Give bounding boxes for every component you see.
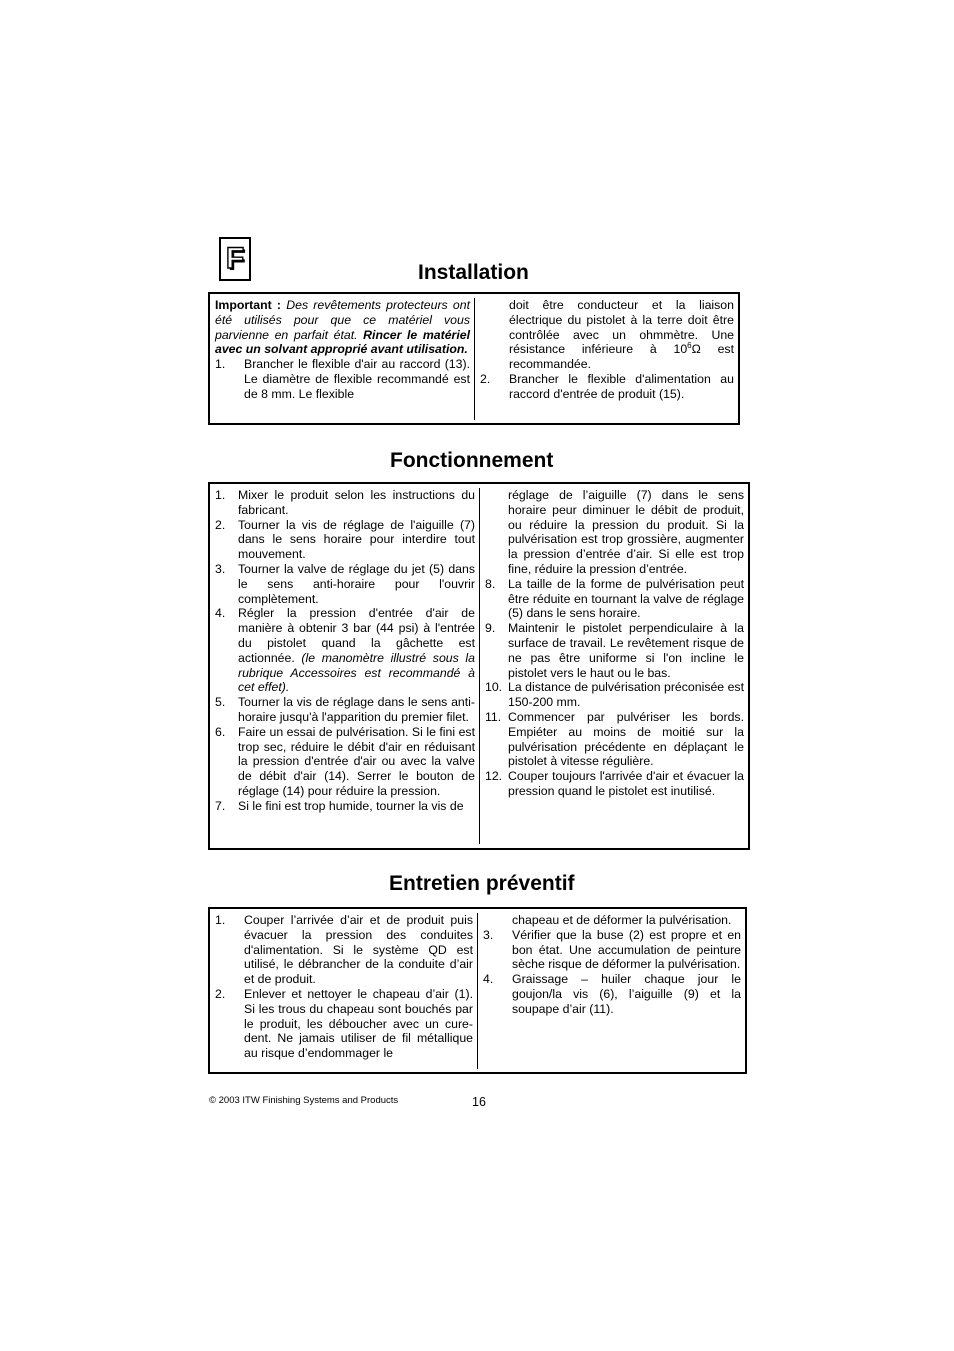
installation-item-2 <box>480 372 734 402</box>
item-text-cont-b: Ω est recommandée. <box>509 342 735 372</box>
fonctionnement-item-8 <box>485 577 744 621</box>
item-number: 6. <box>215 724 226 739</box>
item-number: 4. <box>215 606 226 621</box>
item-text: Faire un essai de pulvérisation. Si le fini est trop sec, réduire le débit d'air en réduisant la pression d'entrée d'air ou avec la valve de débit d'air (14). Serrer le bouton de réglage (14) pour réduire la pression. <box>238 724 475 798</box>
item-number: 1. <box>215 913 226 927</box>
fonctionnement-item-7 <box>215 799 475 814</box>
fonctionnement-item-5 <box>215 695 475 725</box>
exponent: 6 <box>687 341 692 351</box>
fonctionnement-heading: Fonctionnement <box>390 449 554 472</box>
item-text: Enlever et nettoyer le chapeau d’air (1). Si les trous du chapeau sont bouchés par le produit, les déboucher avec un cure-dent. Ne jamais utiliser de fil métallique au risque d’endommager le <box>244 986 473 1061</box>
important-italic-text: Des revêtements protecteurs ont été utilisés pour que ce matériel vous parvienne en parfait état. <box>215 298 471 342</box>
fonctionnement-item-9 <box>485 621 744 680</box>
item-text-cont-a: doit être conducteur et la liaison électrique du pistolet à la terre doit être contrôlée avec un ohmmètre. Une résistance inférieure à 10 <box>509 298 734 357</box>
installation-item-1 <box>215 357 470 401</box>
entretien-box <box>208 907 747 1074</box>
column-divider <box>479 488 480 844</box>
item-number: 10. <box>485 680 503 695</box>
installation-right-column <box>480 298 734 402</box>
item-7-continuation: réglage de l’aiguille (7) dans le sens horaire peur diminuer le débit de produit, ou réduire la pression du produit. Si la pulvérisation est trop grossière, augmenter la pression d’entrée d’air. Si elle est trop fine, réduire la pression d’entrée. <box>508 488 744 576</box>
item-text: La distance de pulvérisation préconisée est 150-200 mm. <box>508 680 744 710</box>
fonctionnement-item-10 <box>485 680 744 710</box>
item-text-italic: (le manomètre illustré sous la rubrique Accessoires est recommandé à cet effet). <box>238 650 476 695</box>
item-number: 3. <box>215 561 226 576</box>
item-text <box>238 606 475 695</box>
item-number: 2. <box>215 517 226 532</box>
item-number: 9. <box>485 621 496 636</box>
entretien-item-3 <box>483 928 741 972</box>
item-text: Couper toujours l'arrivée d'air et évacuer la pression quand le pistolet est inutilisé. <box>508 769 744 798</box>
item-number: 5. <box>215 695 226 710</box>
item-number: 4. <box>483 972 494 987</box>
page-number: 16 <box>472 1095 486 1109</box>
item-text: La taille de la forme de pulvérisation peut être réduite en tournant la valve de réglage (5) dans le sens horaire. <box>508 576 744 621</box>
item-text: Tourner la valve de réglage du jet (5) dans le sens anti-horaire pour l'ouvrir complètement. <box>238 561 475 606</box>
item-number: 7. <box>215 798 226 813</box>
item-text: Brancher le flexible d'alimentation au raccord d'entrée de produit (15). <box>509 371 734 401</box>
fonctionnement-item-2 <box>215 518 475 562</box>
column-divider <box>474 298 475 420</box>
fonctionnement-item-4 <box>215 606 475 695</box>
entretien-heading: Entretien préventif <box>389 872 575 895</box>
item-number: 3. <box>483 927 494 942</box>
fonctionnement-item-1 <box>215 488 475 518</box>
entretien-item-2 <box>215 987 473 1061</box>
fonctionnement-item-3 <box>215 562 475 606</box>
item-text: Commencer par pulvériser les bords. Empiéter au moins de moitié sur la pulvérisation précédente en déplaçant le pistolet à vitesse régulière. <box>508 709 744 769</box>
item-text: Mixer le produit selon les instructions du fabricant. <box>238 488 475 517</box>
fonctionnement-right-column <box>485 488 744 799</box>
installation-heading: Installation <box>418 261 529 284</box>
entretien-item-4 <box>483 972 741 1016</box>
item-number: 1. <box>215 488 226 502</box>
installation-important-note <box>215 298 470 357</box>
item-text: Couper l’arrivée d’air et de produit puis évacuer la pression des conduites d'alimentation. Si le système QD est utilisé, le débrancher de la conduite d’air et de produit. <box>244 913 473 987</box>
fonctionnement-item-12 <box>485 769 744 799</box>
item-text: Tourner la vis de réglage dans le sens anti-horaire jusqu'à l'apparition du premier filet. <box>238 695 475 724</box>
item-number: 2. <box>480 371 491 386</box>
item-text: Si le fini est trop humide, tourner la vis de <box>238 798 464 813</box>
entretien-right-column <box>483 913 741 1017</box>
item-2-continuation: chapeau et de déformer la pulvérisation. <box>512 913 732 927</box>
language-marker-box <box>219 237 251 281</box>
item-number: 11. <box>485 709 502 724</box>
item-text: Vérifier que la buse (2) est propre et en bon état. Une accumulation de peinture sèche risque de déformer la pulvérisation. <box>512 927 741 972</box>
installation-box <box>208 292 740 425</box>
entretien-item-1 <box>215 913 473 987</box>
installation-item-1-continuation <box>480 298 734 372</box>
fonctionnement-item-6 <box>215 725 475 799</box>
item-text-main: Régler la pression d'entrée d'air de manière à obtenir 3 bar (44 psi) à l'entrée du pistolet quand la gâchette est actionnée. <box>238 606 475 665</box>
item-text: Graissage – huiler chaque jour le goujon/la vis (6), l’aiguille (9) et la soupape d’air (11). <box>512 972 741 1016</box>
important-label: Important : <box>215 298 282 312</box>
installation-left-column <box>215 298 470 402</box>
column-divider <box>477 913 478 1069</box>
fonctionnement-left-column <box>215 488 475 814</box>
item-text: Tourner la vis de réglage de l'aiguille (7) dans le sens horaire pour interdire tout mouvement. <box>238 517 475 562</box>
item-text: Brancher le flexible d'air au raccord (13). Le diamètre de flexible recommandé est de 8 mm. Le flexible <box>244 357 470 401</box>
language-marker-letter: F <box>225 242 245 275</box>
item-number: 2. <box>215 986 226 1001</box>
important-bold-text: Rincer le matériel avec un solvant approprié avant utilisation. <box>215 327 470 357</box>
entretien-left-column <box>215 913 473 1061</box>
item-text: Maintenir le pistolet perpendiculaire à la surface de travail. Le revêtement risque de ne pas être uniforme si l'on incline le pistolet vers le haut ou le bas. <box>508 621 744 680</box>
item-number: 12. <box>485 769 503 784</box>
fonctionnement-item-11 <box>485 710 744 769</box>
item-number: 8. <box>485 576 496 591</box>
item-number: 1. <box>215 357 226 372</box>
fonctionnement-box <box>208 482 750 850</box>
copyright-text: © 2003 ITW Finishing Systems and Products <box>209 1095 399 1106</box>
